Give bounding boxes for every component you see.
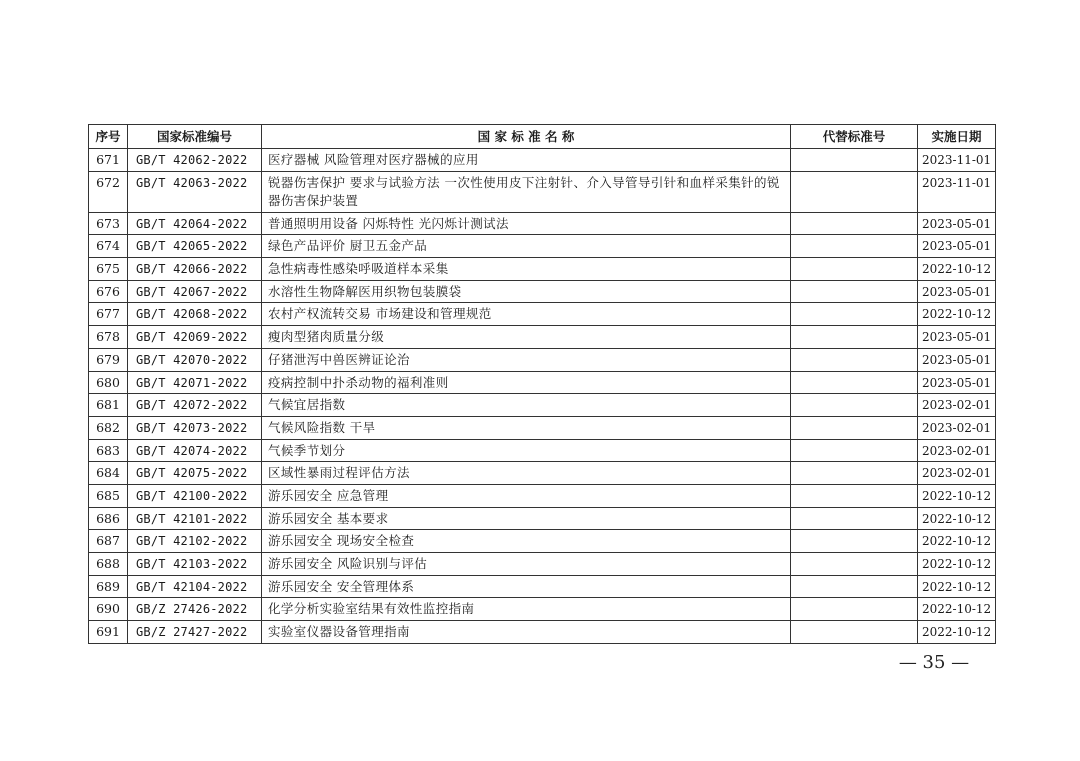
cell-replaces <box>791 149 918 172</box>
cell-date: 2023-02-01 <box>918 394 996 417</box>
cell-name: 游乐园安全 风险识别与评估 <box>262 553 791 576</box>
table-row <box>89 171 996 212</box>
cell-replaces <box>791 621 918 644</box>
cell-date: 2022-10-12 <box>918 553 996 576</box>
table-row <box>89 235 996 258</box>
cell-name: 区域性暴雨过程评估方法 <box>262 462 791 485</box>
cell-name: 绿色产品评价 厨卫五金产品 <box>262 235 791 258</box>
cell-date: 2023-05-01 <box>918 280 996 303</box>
cell-date: 2022-10-12 <box>918 598 996 621</box>
cell-replaces <box>791 507 918 530</box>
cell-seq: 685 <box>89 484 128 507</box>
table-row <box>89 598 996 621</box>
cell-code: GB/T 42101-2022 <box>128 507 262 530</box>
cell-date: 2022-10-12 <box>918 258 996 281</box>
cell-code: GB/Z 27426-2022 <box>128 598 262 621</box>
table-body <box>89 149 996 644</box>
cell-code: GB/T 42067-2022 <box>128 280 262 303</box>
table-row <box>89 394 996 417</box>
cell-date: 2023-05-01 <box>918 212 996 235</box>
table-row <box>89 553 996 576</box>
table-row <box>89 326 996 349</box>
cell-code: GB/T 42072-2022 <box>128 394 262 417</box>
cell-seq: 686 <box>89 507 128 530</box>
table-row <box>89 439 996 462</box>
cell-code: GB/T 42068-2022 <box>128 303 262 326</box>
table-row <box>89 212 996 235</box>
cell-seq: 677 <box>89 303 128 326</box>
table-header <box>89 125 996 149</box>
cell-code: GB/T 42074-2022 <box>128 439 262 462</box>
cell-replaces <box>791 303 918 326</box>
cell-seq: 681 <box>89 394 128 417</box>
cell-seq: 673 <box>89 212 128 235</box>
cell-date: 2022-10-12 <box>918 575 996 598</box>
cell-date: 2023-02-01 <box>918 439 996 462</box>
cell-name: 实验室仪器设备管理指南 <box>262 621 791 644</box>
cell-seq: 690 <box>89 598 128 621</box>
cell-replaces <box>791 484 918 507</box>
cell-date: 2023-02-01 <box>918 416 996 439</box>
cell-replaces <box>791 212 918 235</box>
cell-date: 2023-11-01 <box>918 149 996 172</box>
cell-date: 2023-05-01 <box>918 348 996 371</box>
cell-replaces <box>791 416 918 439</box>
cell-code: GB/T 42066-2022 <box>128 258 262 281</box>
cell-code: GB/T 42075-2022 <box>128 462 262 485</box>
cell-replaces <box>791 530 918 553</box>
cell-name: 仔猪泄泻中兽医辨证论治 <box>262 348 791 371</box>
table-row <box>89 280 996 303</box>
page-number: — 35 — <box>898 652 970 673</box>
cell-code: GB/T 42102-2022 <box>128 530 262 553</box>
cell-seq: 678 <box>89 326 128 349</box>
cell-replaces <box>791 439 918 462</box>
cell-replaces <box>791 235 918 258</box>
cell-seq: 676 <box>89 280 128 303</box>
cell-code: GB/T 42064-2022 <box>128 212 262 235</box>
cell-code: GB/T 42104-2022 <box>128 575 262 598</box>
cell-name: 锐器伤害保护 要求与试验方法 一次性使用皮下注射针、介入导管导引针和血样采集针的锐器伤害保护装置 <box>262 171 791 212</box>
cell-code: GB/T 42063-2022 <box>128 171 262 212</box>
cell-seq: 684 <box>89 462 128 485</box>
header-replaces: 代替标准号 <box>791 125 918 149</box>
cell-seq: 679 <box>89 348 128 371</box>
table-row <box>89 416 996 439</box>
cell-date: 2022-10-12 <box>918 303 996 326</box>
header-seq: 序号 <box>89 125 128 149</box>
cell-date: 2023-05-01 <box>918 235 996 258</box>
cell-name: 气候风险指数 干旱 <box>262 416 791 439</box>
cell-code: GB/T 42062-2022 <box>128 149 262 172</box>
cell-code: GB/T 42071-2022 <box>128 371 262 394</box>
cell-seq: 671 <box>89 149 128 172</box>
table-row <box>89 371 996 394</box>
cell-seq: 691 <box>89 621 128 644</box>
cell-code: GB/T 42100-2022 <box>128 484 262 507</box>
table-row <box>89 348 996 371</box>
cell-replaces <box>791 598 918 621</box>
header-name: 国 家 标 准 名 称 <box>262 125 791 149</box>
cell-seq: 672 <box>89 171 128 212</box>
cell-replaces <box>791 326 918 349</box>
cell-seq: 682 <box>89 416 128 439</box>
cell-seq: 683 <box>89 439 128 462</box>
cell-seq: 687 <box>89 530 128 553</box>
cell-seq: 689 <box>89 575 128 598</box>
cell-replaces <box>791 348 918 371</box>
cell-name: 普通照明用设备 闪烁特性 光闪烁计测试法 <box>262 212 791 235</box>
standards-table <box>88 124 996 644</box>
cell-date: 2022-10-12 <box>918 484 996 507</box>
table-row <box>89 530 996 553</box>
cell-date: 2023-11-01 <box>918 171 996 212</box>
table-row <box>89 258 996 281</box>
cell-date: 2023-05-01 <box>918 371 996 394</box>
cell-seq: 680 <box>89 371 128 394</box>
cell-date: 2023-02-01 <box>918 462 996 485</box>
cell-code: GB/Z 27427-2022 <box>128 621 262 644</box>
table-row <box>89 484 996 507</box>
cell-date: 2023-05-01 <box>918 326 996 349</box>
cell-date: 2022-10-12 <box>918 507 996 530</box>
table-row <box>89 621 996 644</box>
cell-code: GB/T 42103-2022 <box>128 553 262 576</box>
cell-seq: 688 <box>89 553 128 576</box>
cell-seq: 675 <box>89 258 128 281</box>
cell-name: 化学分析实验室结果有效性监控指南 <box>262 598 791 621</box>
cell-date: 2022-10-12 <box>918 621 996 644</box>
header-code: 国家标准编号 <box>128 125 262 149</box>
cell-name: 游乐园安全 安全管理体系 <box>262 575 791 598</box>
cell-code: GB/T 42070-2022 <box>128 348 262 371</box>
cell-name: 急性病毒性感染呼吸道样本采集 <box>262 258 791 281</box>
cell-replaces <box>791 280 918 303</box>
cell-code: GB/T 42065-2022 <box>128 235 262 258</box>
table-row <box>89 575 996 598</box>
cell-name: 水溶性生物降解医用织物包装膜袋 <box>262 280 791 303</box>
table-row <box>89 462 996 485</box>
cell-replaces <box>791 394 918 417</box>
cell-name: 气候宜居指数 <box>262 394 791 417</box>
header-date: 实施日期 <box>918 125 996 149</box>
cell-replaces <box>791 575 918 598</box>
cell-name: 疫病控制中扑杀动物的福利准则 <box>262 371 791 394</box>
cell-name: 医疗器械 风险管理对医疗器械的应用 <box>262 149 791 172</box>
table-row <box>89 507 996 530</box>
cell-name: 气候季节划分 <box>262 439 791 462</box>
cell-code: GB/T 42073-2022 <box>128 416 262 439</box>
cell-replaces <box>791 371 918 394</box>
cell-replaces <box>791 462 918 485</box>
cell-date: 2022-10-12 <box>918 530 996 553</box>
table-row <box>89 149 996 172</box>
cell-name: 瘦肉型猪肉质量分级 <box>262 326 791 349</box>
cell-replaces <box>791 171 918 212</box>
table-row <box>89 303 996 326</box>
cell-name: 游乐园安全 现场安全检查 <box>262 530 791 553</box>
cell-name: 游乐园安全 应急管理 <box>262 484 791 507</box>
cell-seq: 674 <box>89 235 128 258</box>
cell-name: 游乐园安全 基本要求 <box>262 507 791 530</box>
cell-name: 农村产权流转交易 市场建设和管理规范 <box>262 303 791 326</box>
cell-replaces <box>791 553 918 576</box>
cell-replaces <box>791 258 918 281</box>
cell-code: GB/T 42069-2022 <box>128 326 262 349</box>
